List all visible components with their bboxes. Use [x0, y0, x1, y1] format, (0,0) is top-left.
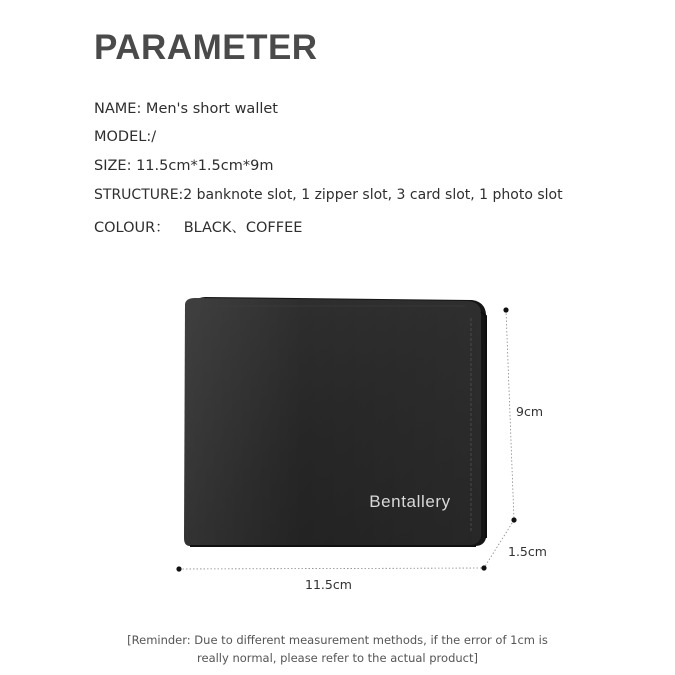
param-colour-value: BLACK、COFFEE: [183, 220, 303, 236]
param-structure: STRUCTURE:2 banknote slot, 1 zipper slot, 3 card slot, 1 photo slot: [94, 187, 563, 203]
reminder-line-2: really normal, please refer to the actual product]: [197, 651, 478, 665]
depth-label: 1.5cm: [508, 544, 547, 559]
param-size: SIZE: 11.5cm*1.5cm*9m: [94, 158, 274, 174]
param-name: NAME: Men's short wallet: [94, 101, 278, 117]
width-dimension-line: [179, 568, 484, 569]
height-label: 9cm: [516, 404, 544, 419]
page-title: PARAMETER: [94, 28, 318, 67]
reminder-line-1: [Reminder: Due to different measurement methods, if the error of 1cm is: [127, 633, 548, 647]
brand-logo: Bentallery: [369, 492, 451, 511]
height-dimension-line: [506, 310, 514, 520]
param-colour-label: COLOUR：: [94, 220, 170, 236]
param-model: MODEL:/: [94, 129, 157, 145]
reminder-note: [0, 631, 675, 667]
width-label: 11.5cm: [305, 577, 352, 592]
